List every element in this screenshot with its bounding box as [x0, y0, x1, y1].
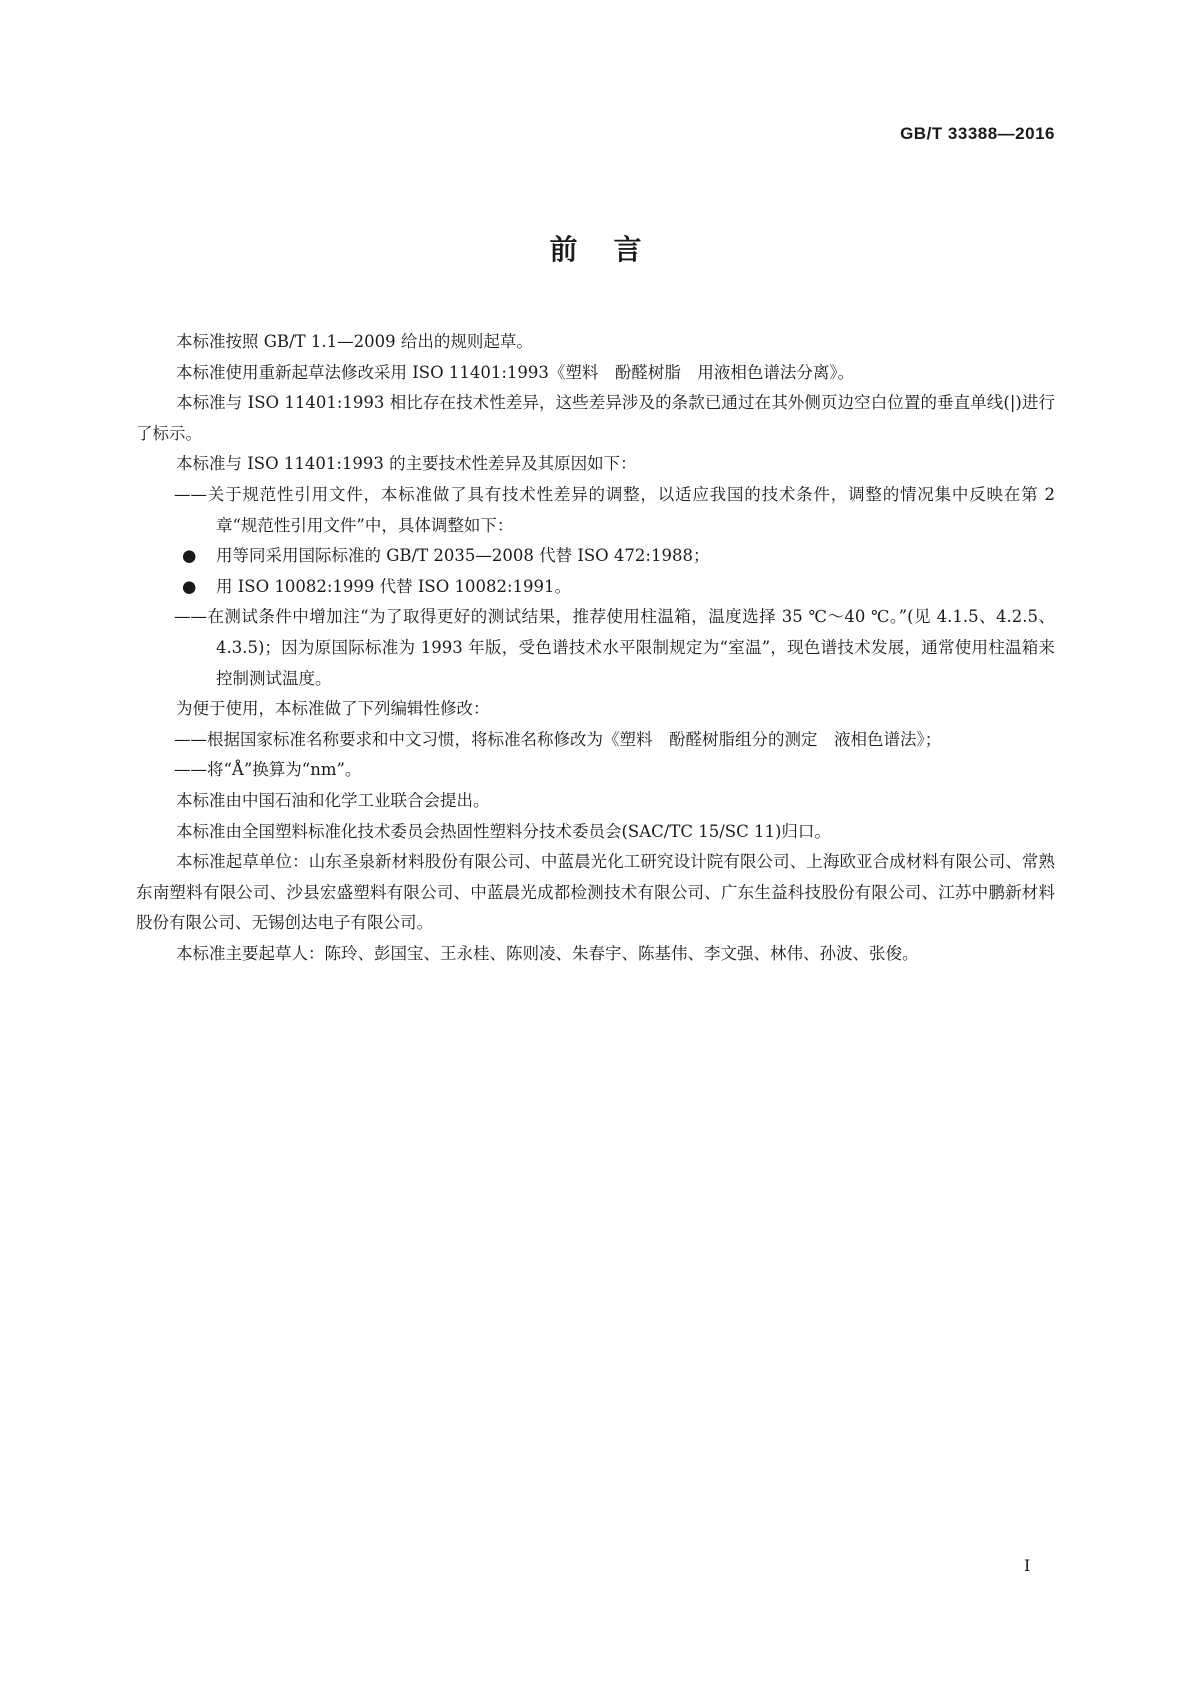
bullet-dot-icon: ●	[182, 546, 197, 566]
paragraph-main-drafters: 本标准主要起草人：陈玲、彭国宝、王永桂、陈则凌、朱春宇、陈基伟、李文强、林伟、孙波、张俊。	[176, 943, 919, 963]
page-title: 前言	[549, 233, 678, 266]
paragraph-editorial-intro: 为便于使用，本标准做了下列编辑性修改：	[176, 699, 490, 719]
foreword-body	[136, 327, 1055, 969]
page-number: I	[1024, 1556, 1031, 1575]
dash-item-standard-name: ——根据国家标准名称要求和中文习惯，将标准名称修改为《塑料 酚醛树脂组分的测定 液相色谱法》；	[174, 729, 942, 749]
paragraph-drafting-units: 本标准起草单位：山东圣泉新材料股份有限公司、中蓝晨光化工研究设计院有限公司、上海欧亚合成材料有限公司、常熟东南塑料有限公司、沙县宏盛塑料有限公司、中蓝晨光成都检测技术有限公司、广东生益科技股份有限公司、江苏中鹏新材料股份有限公司、无锡创达电子有限公司。	[136, 852, 1055, 933]
dash-item-unit-conversion: ——将“Å”换算为“nm”。	[174, 760, 362, 780]
standard-code: GB/T 33388—2016	[900, 124, 1055, 143]
bullet-text: 用等同采用国际标准的 GB/T 2035—2008 代替 ISO 472:1988；	[216, 546, 710, 566]
dash-item-test-conditions: ——在测试条件中增加注“为了取得更好的测试结果，推荐使用柱温箱，温度选择 35 ℃～40 ℃。”(见 4.1.5、4.2.5、4.3.5)；因为原国际标准为 1993 年版，受色谱技术水平限制规定为“室温”，现色谱技术发展，通常使用柱温箱来控制测试温度。	[174, 607, 1055, 688]
paragraph-technical-differences: 本标准与 ISO 11401:1993 相比存在技术性差异，这些差异涉及的条款已通过在其外侧页边空白位置的垂直单线(|)进行了标示。	[136, 393, 1055, 443]
bullet-dot-icon: ●	[182, 576, 197, 596]
paragraph-differences-intro: 本标准与 ISO 11401:1993 的主要技术性差异及其原因如下：	[176, 454, 637, 474]
paragraph-drafting-rules: 本标准按照 GB/T 1.1—2009 给出的规则起草。	[176, 332, 533, 351]
dash-item-normative-references: ——关于规范性引用文件，本标准做了具有技术性差异的调整，以适应我国的技术条件，调整的情况集中反映在第 2 章“规范性引用文件”中，具体调整如下：	[174, 484, 1055, 535]
paragraph-proposer: 本标准由中国石油和化学工业联合会提出。	[176, 790, 490, 810]
bullet-text: 用 ISO 10082:1999 代替 ISO 10082:1991。	[216, 576, 571, 596]
bullet-item-gbt-2035	[136, 541, 1055, 572]
paragraph-adoption-method: 本标准使用重新起草法修改采用 ISO 11401:1993《塑料 酚醛树脂 用液相色谱法分离》。	[176, 362, 855, 382]
bullet-item-iso-10082	[136, 572, 1055, 603]
paragraph-responsible-committee: 本标准由全国塑料标准化技术委员会热固性塑料分技术委员会(SAC/TC 15/SC 11)归口。	[176, 821, 831, 841]
